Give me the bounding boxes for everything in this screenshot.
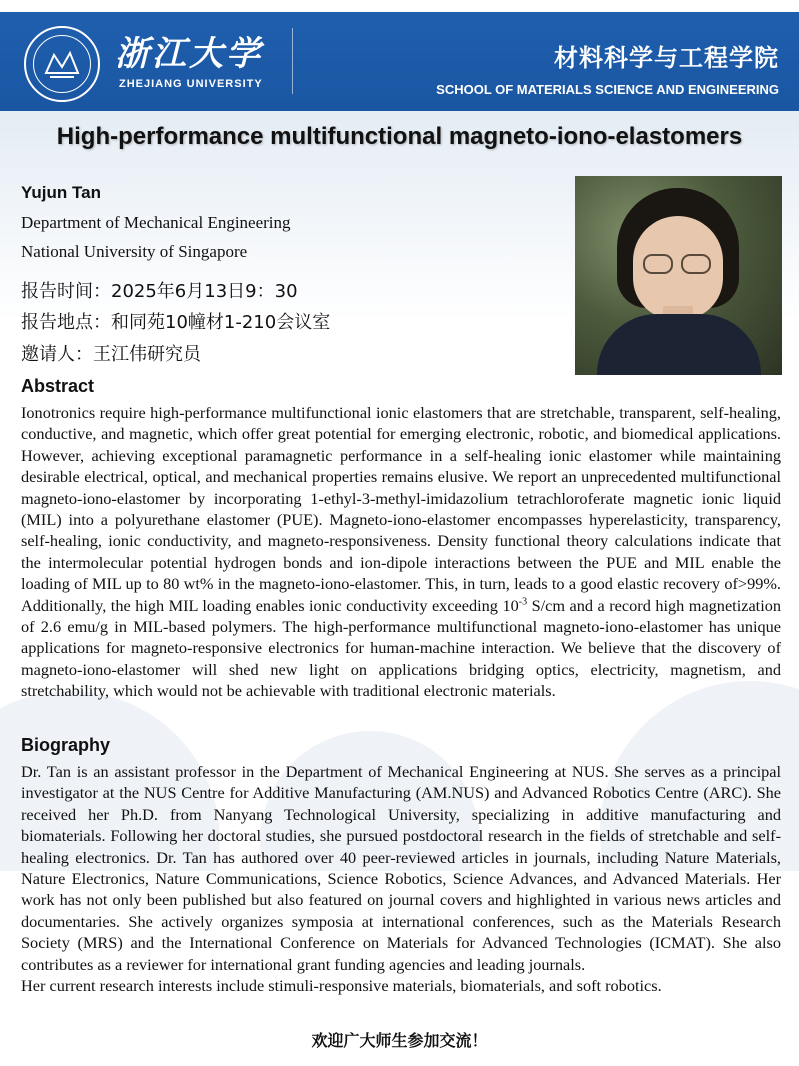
footer-invitation: 欢迎广大师生参加交流！ [311,1031,488,1050]
header-banner [0,0,799,111]
abstract-text: Ionotronics require high-performance multifunctional ionic elastomers that are stretchable, transparent, self-healing, conductive, and magnetic, which offer great potential for emerging electronic, robotic, and biomedical applications. However, achieving exceptional paramagnetic performance in a self-healing ionic elastomer while maintaining desirable electrical, optical, and mechanical properties remains elusive. We report an unprecedented multifunctional magneto-iono-elastomer by incorporating 1-ethyl-3-methyl-imidazolium tetrachloroferate magnetic ionic liquid (MIL) into a polyurethane elastomer (PUE). Magneto-iono-elastomer encompasses hyperelasticity, transparency, self-healing, ionic conductivity, and magneto-responsiveness. Density functional theory calculations indicate that the intermolecular potential hydrogen bonds and ion-dipole interactions between the PUE and MIL enable the loading of MIL up to 80 wt% in the magneto-iono-elastomer. This, in turn, leads to a good elastic recovery of>99%. Additionally, the high MIL loading enables ionic conductivity exceeding $10^{-3}$ S/cm and a record high magnetization of 2.6 emu/g in MIL-based polymers. The high-performance multifunctional magneto-iono-elastomer has unique applications for magneto-responsive electronics for human-machine interaction. We believe that the discovery of magneto-iono-elastomer will shed new light on applications bridging optics, electricity, magnetism, and stretchability, which would not be achievable with traditional electronic materials. [21,403,782,701]
event-host: 邀请人：王江伟研究员 [21,344,201,365]
university-seal-icon [24,26,100,102]
event-time: 报告时间：2025年6月13日9：30 [21,281,298,302]
speaker-institution: National University of Singapore [21,242,248,261]
event-location: 报告地点：和同苑10幢材1-210会议室 [21,312,331,333]
speaker-name: Yujun Tan [21,183,101,202]
speaker-photo [575,176,782,375]
biography-text: Dr. Tan is an assistant professor in the Department of Mechanical Engineering at NUS. She serves as a principal investigator at the NUS Centre for Additive Manufacturing (AM.NUS) and Advanced Robotics Centre (ARC). She received her Ph.D. from Nanyang Technological University, specializing in additive manufacturing and biomaterials. Following her doctoral studies, she pursued postdoctoral research in the fields of stretchable and self-healing electronics. Dr. Tan has authored over 40 peer-reviewed articles in journals, including Nature Materials, Nature Electronics, Nature Communications, Science Robotics, Science Advances, and Advanced Materials. Her work has not only been published but also featured on journal covers and highlighted in various news articles and documentaries. She actively organizes symposia at international conferences, such as the Materials Research Society (MRS) and the International Conference on Materials for Advanced Technologies (ICMAT). She also contributes as a reviewer for international grant funding agencies and leading journals. Her current research interests include stimuli-responsive materials, biomaterials, and soft robotics. [21,762,781,996]
header-divider [292,28,293,94]
speaker-department: Department of Mechanical Engineering [21,213,291,232]
biography-heading: Biography [21,735,111,755]
talk-title: High-performance multifunctional magneto-iono-elastomers [56,123,743,150]
university-logo-subtitle: ZHEJIANG UNIVERSITY [119,78,263,90]
university-logo-text: 浙江大学 [115,34,263,74]
school-name-cn: 材料科学与工程学院 [554,44,779,72]
school-name-en: SCHOOL OF MATERIALS SCIENCE AND ENGINEERING [436,82,779,97]
abstract-heading: Abstract [21,376,95,396]
